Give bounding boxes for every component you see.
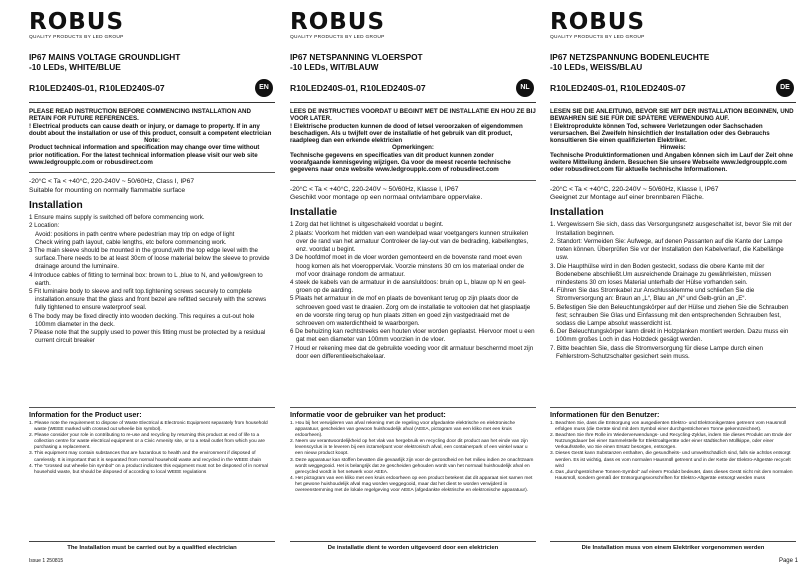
note-label: Opmerkingen: [392, 144, 434, 152]
robus-logo: ROBUS [29, 9, 125, 35]
info-item: 3. Dieses Gerät kann Substanzen enthalten, die gesundheits- und umweltschädlich sind, falls sie achtlos entsorgt werden. Es ist wichtig, dass es vom normalen Hausmüll getrennt und in der Kette der Elektro-Altgeräte recycelt wird [550, 451, 791, 469]
note-label: Note: [144, 137, 160, 145]
product-codes: R10LED240S-01, R10LED240S-07 [29, 83, 165, 93]
info-list [290, 421, 536, 494]
installation-steps [290, 221, 536, 360]
info-heading: Informatie voor de gebruiker van het product: [290, 410, 446, 419]
note-text: Product technical information and specification may change over time without prior notification. For the latest technical information please visit our web site www.ledgroupplc.com or robusdirect.com [29, 144, 260, 167]
info-heading: Informationen für den Benutzer: [550, 410, 660, 419]
spec-line: -20°C < Ta < +40°C, 220-240V ~ 50/60Hz, Class I, IP67 [29, 178, 195, 186]
info-section-nl [290, 407, 536, 494]
info-list [29, 421, 275, 476]
footer-note-en: The Installation must be carried out by a qualified electrician [67, 545, 237, 551]
installation-steps [29, 214, 275, 345]
title-line-1: IP67 NETSPANNING VLOERSPOT [290, 52, 423, 62]
product-title [290, 52, 536, 72]
column-de [550, 10, 796, 361]
step: 4 steek de kabels van de armatuur in de aansluitdoos: bruin op L, blauw op N en geel-groen op de aarding. [290, 278, 526, 295]
warning-block [550, 108, 796, 174]
step: 2 Location: [29, 222, 60, 230]
step: 3 The main sleeve should be mounted in the ground,with the top edge level with the surface.There needs to be at least 30cm of loose material below the sleeve to provide drainage around the luminaire. [29, 247, 270, 271]
product-title [29, 52, 275, 72]
info-item: 4. Het pictogram van een kliko met een kruis erdoorheen op een product betekent dat dit apparaat niet samen met het gewone huishoudelijk afval mag worden weggegooid, maar dat het dient te worden verwijderd in overeenstemming met de lokale regelgeving voor AEEA (afgedankte elektrische en elektronische apparatuur). [290, 475, 533, 494]
language-badge: EN [255, 79, 273, 97]
tagline: QUALITY PRODUCTS BY LED GROUP [550, 35, 645, 40]
robus-logo: ROBUS [290, 9, 386, 35]
info-item: 3. This equipment may contain substances that are hazardous to health and the environment if disposed of carelessly. It is important that it is separated from normal household waste and recycled in the WEEE chain [29, 451, 262, 463]
info-item: 1. Hou bij het verwijderen van afval rekening met de regeling voor afgedankte elektrische en elektronische apparatuur, gescheiden van gewoon huishoudelijk afval (AEEA, pictogram van een kliko met een kruis erdoorheen). [290, 421, 516, 439]
step: 5. Befestigen Sie den Beleuchtungskörper auf der Hülse und ziehen Sie die Schrauben fest; schrauben Sie Glas und Einfassung mit den entsprechenden Schrauben fest, sodass die Lampe absolut wasserdicht ist. [550, 303, 789, 327]
spec-block [290, 186, 536, 203]
step: 3. Die Haupthülse wird in den Boden gesteckt, sodass die obere Kante mit der Bodenebene abschließt.Um ausreichende Drainage zu gewährleisten, müssen mindestens 30 cm loses Material unterhalb der Hülse vorhanden sein. [550, 262, 772, 286]
warning-text-2: ! Electrical products can cause death or injury, or damage to property. If in any doubt about the installation or use of this product, consult a competent electrician [29, 122, 272, 137]
step: 7 Houd er rekening mee dat de gebruikte voeding voor dit armatuur beschermd moet zijn door een differentieelschakelaar. [290, 344, 534, 360]
step: 3 De hoofdmof moet in de vloer worden gemonteerd en de bovenste rand moet even hoog komen als het vloeroppervlak. Voorzie minstens 30 cm los materiaal onder de mof voor drainage rondom de armatuur. [290, 254, 525, 278]
warning-text-2: ! Elektrische producten kunnen de dood of letsel veroorzaken of eigendommen beschadigen. Als u twijfelt over de installatie of het gebruik van dit product, raadpleeg dan een erkende elektricien [290, 122, 523, 145]
page-number: Page 1 [778, 558, 798, 564]
info-item: 3. Deze apparatuur kan stoffen bevatten die gevaarlijk zijn voor de gezondheid en het milieu indien ze onachtzaam wordt weggegooid. Het is belangrijk dat ze gescheiden gehouden wordt van het normaal huishoudelijk afval en gerecycled wordt in het netwerk voor AEEA. [290, 457, 534, 475]
footer-note-de: Die Installation muss von einem Elektriker vorgenommen werden [581, 545, 765, 551]
step: 1. Vergewissern Sie sich, dass das Versorgungsnetz ausgeschaltet ist, bevor Sie mit der Installation beginnen. [550, 221, 792, 237]
step-sub: Check wiring path layout, cable lengths, etc before commencing work. [35, 238, 227, 246]
step: 6 De behuizing kan rechtstreeks een houten vloer worden geplaatst. Hiervoor moet u een gat met een diameter van 100mm voorzien in de vloer. [290, 328, 535, 344]
robus-logo: ROBUS [550, 9, 646, 35]
spec-line-2: Suitable for mounting on normally flammable surface [29, 186, 186, 194]
step: 7. Bitte beachten Sie, dass die Stromversorgung für diese Lampe durch einen Fehlerstrom-Schutzschalter gesichert sein muss. [550, 344, 763, 360]
title-line-2: -10 LEDs, WHITE/BLUE [29, 62, 121, 72]
installation-heading: Installatie [290, 207, 337, 219]
step: 2 plaats: Voorkom het midden van een wandelpad waar voetgangers kunnen struikelen over de rand van het armatuur Controleer de lay-out van de bedrading, kabellengtes, enz. voordat u begint. [290, 229, 529, 254]
info-item: 1. Beachten Sie, dass die Entsorgung von ausgedienten Elektro- und Elektronikgeräten getrennt vom Hausmüll erfolgen muss (die Geräte sind mit dem Symbol einer durchgestrichenen Tonne gekennzeichnet). [550, 421, 786, 433]
note-text: Technische gegevens en specificaties van dit product kunnen zonder voorafgaande kennisgeving wijzigen. Ga voor de meest recente technische gegevens naar onze website www.ledgroupplc.com of robusdirect.com [290, 151, 511, 174]
tagline: QUALITY PRODUCTS BY LED GROUP [290, 35, 385, 40]
column-en [29, 10, 275, 345]
info-item: 2. Beachten Sie Ihre Rolle im Wiederverwendungs- und Recycling-Zyklus, indem Sie dieses Produkt am Ende der Nutzungsdauer bei einer Sammelstelle für Elektroaltgeräte oder einer städtischen Müllkippe, oder einer Verkaufsstelle, wo Sie einen Ersatz besorgen, entsorgen. [550, 433, 792, 451]
info-item: 2. Please consider your role in contributing to re-use and recycling by returning this product at end of life to a collection centre for waste electrical equipment or a Civic Amenity site, or to a retail outlet from which you are purchasing a replacement. [29, 433, 265, 451]
step: 4 Introduce cables of fitting to terminal box: brown to L ,blue to N, and yellow/green to earth. [29, 271, 263, 287]
info-item: 4. Das „durchgestrichene Tonnen-Symbol“ auf einem Produkt bedeutet, dass dieses Gerät nicht mit dem normalen Hausmüll, sondern gemäß der Entsorgungsvorschriften für Elektro-Altgeräte entsorgt werden muss [550, 469, 793, 481]
step: 2. Standort: Vermeiden Sie: Aufwege, auf denen Passanten auf die Kante der Lampe treten können. Überprüfen Sie vor der Installation den Kabelverlauf, die Kabellänge usw. [550, 237, 784, 262]
title-line-2: -10 LEDs, WIT/BLAUW [290, 62, 379, 72]
installation-heading: Installation [29, 200, 83, 212]
info-heading: Information for the Product user: [29, 410, 142, 419]
warning-text: LEES DE INSTRUCTIES VOORDAT U BEGINT MET DE INSTALLATIE EN HOU ZE BIJ VOOR LATER. [290, 108, 536, 123]
spec-line-2: Geeignet zur Montage auf einer brennbaren Fläche. [550, 194, 704, 202]
title-line-1: IP67 NETZSPANNUNG BODENLEUCHTE [550, 52, 710, 62]
step: 5 Fit luminaire body to sleeve and refit top.tightening screws securely to complete installation.ensure that the glass and front bezel are refitted securely with the screws fully tightened to ensure waterproof seal. [29, 288, 267, 312]
language-badge: NL [516, 79, 534, 97]
step: 1 Zorg dat het lichtnet is uitgeschakeld voordat u begint. [290, 221, 444, 229]
step: 4. Führen Sie das Stromkabel zur Anschlussklemme und schließen Sie die Stromversorgung an: Braun an „L“, Blau an „N“ und Gelb-grün an „E“. [550, 287, 755, 303]
note-label: Hinweis: [660, 144, 686, 152]
warning-block [290, 108, 536, 174]
warning-block [29, 108, 275, 166]
warning-text: LESEN SIE DIE ANLEITUNG, BEVOR SIE MIT DER INSTALLATION BEGINNEN, UND BEWAHREN SIE SIE FÜR DIE SPÄTERE VERWENDUNG AUF. [550, 108, 794, 123]
spec-block [550, 186, 796, 203]
step: 1 Ensure mains supply is switched off before commencing work. [29, 214, 205, 222]
info-item: 4. The "crossed out wheelie bin symbol" on a product indicates this equipment must not be disposed of in normal household waste, but should be disposed of according to local WEEE regulations [29, 463, 269, 475]
warning-text: PLEASE READ INSTRUCTION BEFORE COMMENCING INSTALLATION AND RETAIN FOR FUTURE REFERENCES. [29, 108, 251, 123]
step: 5 Plaats het armatuur in de mof en plaats de bovenkant terug op zijn plaats door de schroeven goed vast te draaien. Zorg om de installatie te voltooien dat het glasplaatje en de voorste ring terug op hun plaats zitten en goed zijn vastgedraaid met de schroeven om waterdichtheid te waarborgen. [290, 295, 531, 327]
note-text: Technische Produktinformationen und Angaben können sich im Lauf der Zeit ohne weitere Mitteilung ändern. Besuchen Sie unsere Webseite www.ledgroupplc.com oder robusdirect.com für aktuelle technische Informationen. [550, 151, 794, 174]
product-codes: R10LED240S-01, R10LED240S-07 [550, 83, 686, 93]
spec-block [29, 178, 275, 195]
spec-line: -20°C < Ta < +40°C, 220-240V ~ 50/60Hz, Klasse I, IP67 [290, 185, 459, 193]
step: 6 The body may be fixed directly into wooden decking. This requires a cut-out hole 100mm diameter in the deck. [29, 312, 255, 328]
language-badge: DE [776, 79, 794, 97]
spec-line: -20°C < Ta < +40°C, 220-240V ~ 50/60Hz, Klasse I, IP67 [550, 185, 719, 193]
footer-note-nl: De installatie dient te worden uitgevoerd door een elektricien [327, 545, 499, 551]
info-item: 2. Neem uw verantwoordelijkheid op het vlak van hergebruik en recycling door dit product aan het einde van zijn levenscyclus in te leveren bij een inzamelpunt voor elektronisch afval, een containerpark of een winkel waar u een nieuw product koopt. [290, 439, 528, 457]
product-title [550, 52, 796, 72]
installation-steps [550, 221, 796, 360]
installation-heading: Installation [550, 207, 604, 219]
tagline: QUALITY PRODUCTS BY LED GROUP [29, 35, 124, 40]
info-item: 1. Please note the requirement to dispose of Waste Electrical & Electronic Equipment separately from household waste (WEEE marked with crossed out wheelie bin symbol). [29, 421, 268, 433]
title-line-1: IP67 MAINS VOLTAGE GROUNDLIGHT [29, 52, 181, 62]
issue-number: Issue 1 250815 [29, 558, 64, 564]
spec-line-2: Geschikt voor montage op een normaal ontvlambare oppervlake. [290, 194, 483, 202]
step: 6. Der Beleuchtungskörper kann direkt in Holzplanken montiert werden. Dazu muss ein 100mm großes Loch in das Holzdeck gesägt werden. [550, 328, 789, 344]
product-codes: R10LED240S-01, R10LED240S-07 [290, 83, 426, 93]
info-section-en [29, 407, 275, 476]
warning-text-2: ! Elektroprodukte können Tod, schwere Verletzungen oder Sachschaden verursachen. Bei Zweifeln hinsichtlich der Installation oder des Gebrauchs konsultieren Sie einen qualifizierten Elektriker. [550, 122, 770, 145]
info-section-de [550, 407, 796, 482]
info-list [550, 421, 796, 482]
column-nl [290, 10, 536, 361]
title-line-2: -10 LEDs, WEISS/BLAU [550, 62, 643, 72]
step-sub: Avoid: positions in path centre where pedestrian may trip on edge of light [35, 230, 235, 238]
step: 7 Please note that the supply used to power this fitting must be protected by a residual current circuit breaker [29, 329, 266, 345]
